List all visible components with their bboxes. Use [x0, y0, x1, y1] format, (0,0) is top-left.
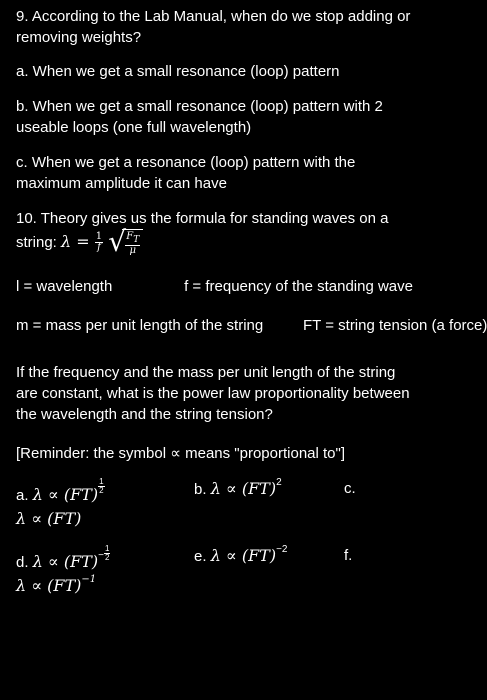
standing-wave-formula [61, 225, 143, 258]
answer-row-2 [16, 545, 413, 573]
formula-fraction-numerator: 1 [95, 231, 103, 242]
answer-d-line2 [16, 575, 413, 596]
question-9-option-b: b. When we get a small resonance (loop) pattern with 2 useable loops (one full wavelength) [16, 98, 383, 136]
question-10-intro-text: 10. Theory gives us the formula for standing waves on a string: [16, 210, 389, 251]
question-10-text: If the frequency and the mass per unit length of the string are constant, what is the power law proportionality between the wavelength and the string tension? [16, 364, 410, 423]
answer-row-1 [16, 478, 413, 506]
answer-c-label: c. [344, 480, 356, 497]
answer-b-label: b. [194, 481, 207, 498]
radicand-denominator: μ [129, 245, 136, 256]
answer-d [16, 545, 194, 573]
question-9-text: 9. According to the Lab Manual, when do we stop adding or removing weights? [16, 8, 411, 46]
answer-choices [16, 478, 413, 596]
answer-d-label: d. [16, 554, 29, 571]
answer-d-expr: λ ∝ (FT) [32, 552, 99, 571]
reminder-text: [Reminder: the symbol ∝ means "proportional to"] [16, 445, 346, 462]
sqrt-sign-icon: √ [108, 225, 127, 258]
answer-b-exponent: 2 [276, 477, 282, 488]
question-10-intro [16, 208, 413, 256]
formula-fraction-denominator: f [97, 242, 101, 253]
answer-b-expr: λ ∝ (FT) [210, 479, 277, 498]
formula-fraction [95, 232, 103, 253]
radicand-fraction [125, 232, 140, 256]
answer-e-label: e. [194, 548, 207, 565]
definition-mass: m = mass per unit length of the string [16, 317, 264, 334]
answer-e-exponent: −2 [276, 544, 288, 555]
radicand-numerator: FT [126, 231, 140, 245]
answer-a-line2: λ ∝ (FT) [16, 509, 82, 528]
answer-a [16, 478, 194, 506]
answer-d-exponent-sign: − [98, 550, 104, 561]
answer-e-expr: λ ∝ (FT) [210, 546, 277, 565]
definitions-row-1 [16, 276, 413, 297]
question-9-option-c: c. When we get a resonance (loop) pattern with the maximum amplitude it can have [16, 154, 356, 192]
answer-a-exponent: $\frac{1}{2}$ [99, 477, 104, 495]
definition-tension: FT = string tension (a force) [303, 317, 487, 334]
definition-wavelength: l = wavelength [16, 278, 113, 295]
definition-frequency: f = frequency of the standing wave [184, 278, 413, 295]
formula-equals: = [76, 232, 90, 251]
answer-d-line2-expr: λ ∝ (FT) [16, 576, 82, 595]
answer-a-expr: λ ∝ (FT) [32, 485, 99, 504]
answer-a-label: a. [16, 487, 29, 504]
answer-d-exponent: $\frac{1}{2}$ [104, 544, 110, 562]
definitions-row-2-line [16, 315, 487, 336]
question-9 [16, 6, 413, 194]
formula-lambda: λ [61, 232, 72, 251]
answer-b [194, 478, 344, 500]
answer-f-label: f. [344, 547, 353, 564]
question-9-option-a: a. When we get a small resonance (loop) pattern [16, 63, 340, 80]
definitions-row-2 [16, 315, 487, 336]
formula-sqrt [108, 225, 143, 258]
question-10 [16, 208, 413, 256]
answer-e [194, 545, 344, 567]
answer-d-line2-exponent: −1 [81, 574, 97, 585]
